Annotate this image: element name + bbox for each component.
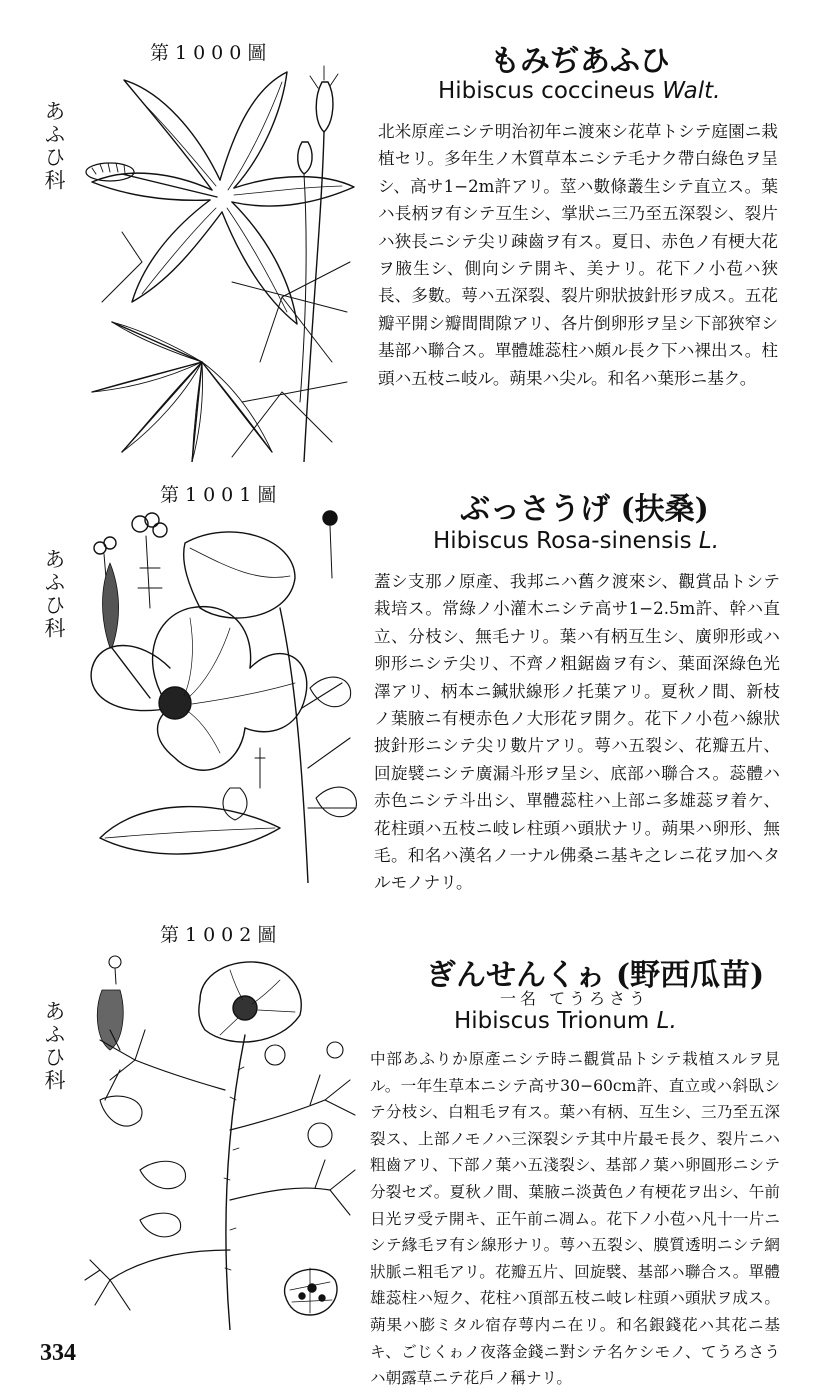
figure-number: 第1000圖 bbox=[150, 42, 273, 64]
entry-title: ぎんせんくゎ (野西瓜苗) bbox=[426, 958, 765, 993]
page-number: 334 bbox=[40, 1340, 76, 1366]
entry-title: ぶっさうげ (扶桑) bbox=[460, 492, 709, 527]
entry-1001 bbox=[0, 470, 840, 910]
entry-1000 bbox=[0, 0, 840, 470]
entry-title: もみぢあふひ bbox=[490, 44, 670, 79]
scientific-name-genus-species: Hibiscus coccineus bbox=[438, 78, 655, 104]
scientific-name bbox=[454, 1008, 677, 1034]
plant-illustration bbox=[82, 62, 360, 462]
scientific-name-author: Walt. bbox=[662, 78, 721, 104]
family-label: あふひ科 bbox=[42, 548, 66, 640]
scientific-name bbox=[433, 528, 719, 554]
scientific-name-author: L. bbox=[656, 1008, 677, 1034]
entry-description: 北米原産ニシテ明治初年ニ渡來シ花草トシテ庭園ニ栽植セリ。多年生ノ木質草本ニシテ毛ナク帶白綠色ヲ呈シ、高サ1−2m許アリ。莖ハ數條叢生シテ直立ス。葉ハ長柄ヲ有シテ互生シ、掌狀ニ三乃至五深裂シ、裂片ハ狹長ニシテ尖リ疎齒ヲ有ス。夏日、赤色ノ有梗大花ヲ腋生シ、側向シテ開キ、美ナリ。花下ノ小苞ハ狹長、多數。萼ハ五深裂、裂片卵狀披針形ヲ成ス。五花瓣平開シ瓣間間隙アリ、各片倒卵形ヲ呈シ下部狹窄シ基部ハ聯合ス。單體雄蕊柱ハ頗ル長ク下ハ裸出ス。柱頭ハ五枝ニ岐ル。蒴果ハ尖ル。和名ハ葉形ニ基ク。 bbox=[378, 122, 778, 388]
figure-number: 第1002圖 bbox=[160, 924, 283, 946]
alternate-name: 一名 てうろさう bbox=[500, 989, 650, 1008]
plant-illustration bbox=[80, 950, 360, 1330]
family-label: あふひ科 bbox=[42, 100, 66, 192]
scientific-name-genus-species: Hibiscus Trionum bbox=[454, 1008, 650, 1034]
entry-description: 中部あふりか原產ニシテ時ニ觀賞品トシテ栽植スルヲ見ル。一年生草本ニシテ高サ30−60cm許、直立或ハ斜臥シテ分枝シ、白粗毛ヲ有ス。葉ハ有柄、互生シ、三乃至五深裂ス、上部ノモノハ三深裂シテ其中片最モ長ク、裂片ニハ粗齒アリ、下部ノ葉ハ五淺裂シ、基部ノ葉ハ卵圓形ニシテ分裂セズ。夏秋ノ間、葉腋ニ淡黃色ノ有梗花ヲ出シ、午前日光ヲ受テ開キ、正午前ニ凋ム。花下ノ小苞ハ凡十一片ニシテ緣毛ヲ有シ線形ナリ。萼ハ五裂シ、膜質透明ニシテ網狀脈ニ粗毛アリ。花瓣五片、回旋襞、基部ハ聯合ス。單體雄蕊柱ハ短ク、花柱ハ頂部五枝ニ岐レ柱頭ハ頭狀ヲ成ス。蒴果ハ膨ミタル宿存萼内ニ在リ。和名銀錢花ハ其花ニ基キ、ごじくゎノ夜落金錢ニ對シテ名ケシモノ、てうろさうハ朝露草ニテ花戶ノ稱ナリ。 bbox=[370, 1050, 780, 1388]
entry-description: 蓋シ支那ノ原產、我邦ニハ舊ク渡來シ、觀賞品トシテ栽培ス。常綠ノ小灌木ニシテ高サ1−2.5m許、幹ハ直立、分枝シ、無毛ナリ。葉ハ有柄互生シ、廣卵形或ハ卵形ニシテ尖リ、不齊ノ粗鋸齒ヲ有シ、葉面深綠色光澤アリ、柄本ニ鍼狀線形ノ托葉アリ。夏秋ノ間、新枝ノ葉腋ニ有梗赤色ノ大形花ヲ開ク。花下ノ小苞ハ線狀披針形ニシテ尖リ數片アリ。萼ハ五裂シ、花瓣五片、回旋襞ニシテ廣漏斗形ヲ呈シ、底部ハ聯合ス。蕊體ハ赤色ニシテ斗出シ、單體蕊柱ハ上部ニ多雄蕊ヲ着ケ、花柱頭ハ五枝ニ岐レ柱頭ハ頭狀ナリ。蒴果ハ卵形、無毛。和名ハ漢名ノ一ナル佛桑ニ基キ之レニ花ヲ加ヘタルモノナリ。 bbox=[374, 572, 780, 893]
scientific-name-genus-species: Hibiscus Rosa-sinensis bbox=[433, 528, 692, 554]
figure-number: 第1001圖 bbox=[160, 484, 283, 506]
scientific-name-author: L. bbox=[698, 528, 720, 554]
family-label: あふひ科 bbox=[42, 1000, 66, 1092]
scientific-name bbox=[438, 78, 721, 104]
plant-illustration bbox=[80, 508, 360, 883]
